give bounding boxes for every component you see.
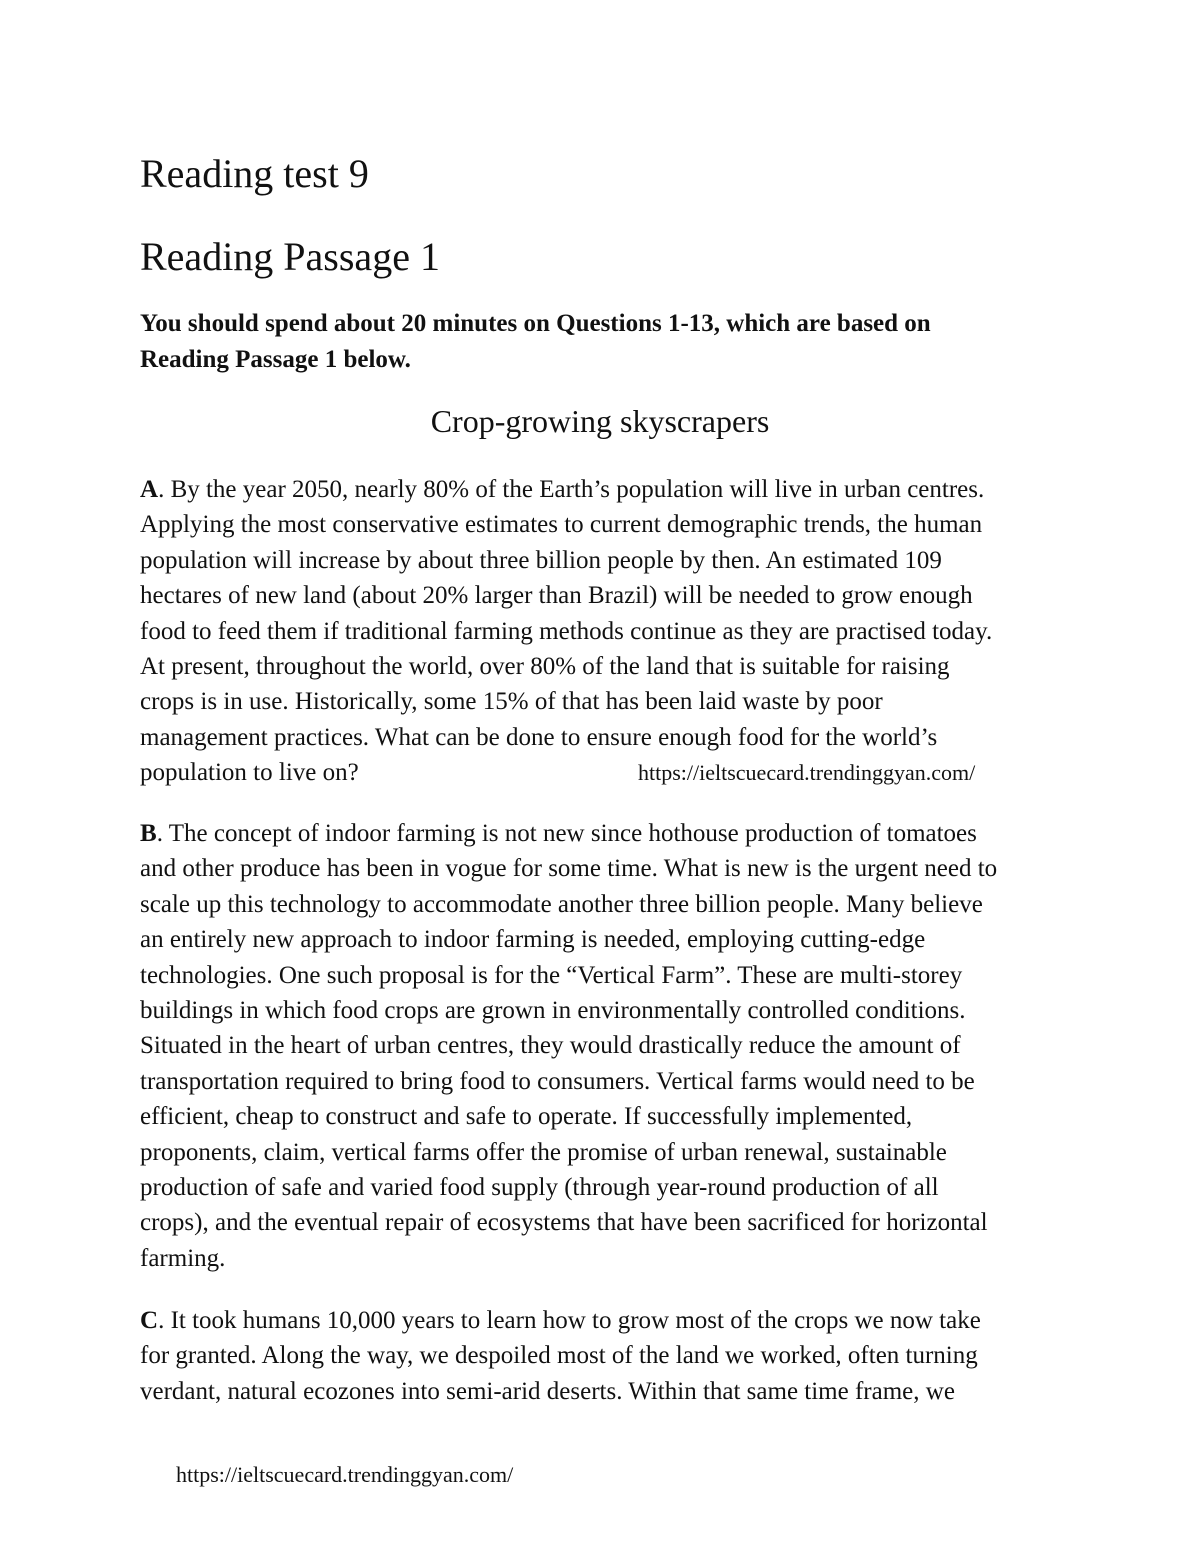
paragraph-line: Situated in the heart of urban centres, they would drastically reduce the amount of (140, 1032, 961, 1060)
paragraph-line: for granted. Along the way, we despoiled most of the land we worked, often turning (140, 1342, 978, 1370)
paragraph-line: buildings in which food crops are grown in environmentally controlled conditions. (140, 996, 966, 1024)
paragraph-letter: C (140, 1307, 159, 1334)
paragraph-line: efficient, cheap to construct and safe to operate. If successfully implemented, (140, 1103, 913, 1131)
paragraph-line: transportation required to bring food to consumers. Vertical farms would need to be (140, 1067, 975, 1095)
page-title: Reading test 9 (140, 151, 369, 196)
paragraph-c (140, 1303, 1080, 1409)
paragraph-line (140, 1303, 1080, 1338)
paragraph-line (140, 472, 1080, 507)
paragraph-line: crops), and the eventual repair of ecosystems that have been sacrificed for horizontal (140, 1209, 988, 1237)
footer-url: https://ieltscuecard.trendinggyan.com/ (176, 1462, 514, 1487)
paragraph-letter: B (140, 820, 157, 847)
paragraph-text: . The concept of indoor farming is not new since hothouse production of tomatoes (156, 820, 977, 847)
paragraph-line: population will increase by about three billion people by then. An estimated 109 (140, 546, 942, 574)
paragraph-b (140, 816, 1080, 1276)
passage-title: Crop-growing skyscrapers (430, 403, 770, 439)
paragraph-text: . By the year 2050, nearly 80% of the Earth’s population will live in urban centres. (158, 476, 985, 503)
paragraph-line: Applying the most conservative estimates to current demographic trends, the human (140, 511, 983, 539)
paragraph-line: scale up this technology to accommodate another three billion people. Many believe (140, 890, 983, 918)
paragraph-letter: A (140, 476, 159, 503)
paragraph-text: . It took humans 10,000 years to learn how to grow most of the crops we now take (158, 1307, 981, 1334)
paragraph-line: technologies. One such proposal is for the “Vertical Farm”. These are multi-storey (140, 961, 963, 989)
paragraph-line: verdant, natural ecozones into semi-arid deserts. Within that same time frame, we (140, 1377, 955, 1405)
paragraph-line: crops is in use. Historically, some 15% of that has been laid waste by poor (140, 688, 883, 716)
paragraph-line: farming. (140, 1244, 226, 1272)
paragraph-line: an entirely new approach to indoor farming is needed, employing cutting-edge (140, 926, 926, 954)
instructions (140, 306, 1020, 378)
paragraph-line: and other produce has been in vogue for some time. What is new is the urgent need to (140, 855, 998, 883)
page-subtitle: Reading Passage 1 (140, 234, 440, 279)
paragraph-line: food to feed them if traditional farming methods continue as they are practised today. (140, 617, 993, 645)
paragraph-line (140, 816, 1080, 851)
paragraph-line: At present, throughout the world, over 80% of the land that is suitable for raising (140, 652, 950, 680)
instruction-line: Reading Passage 1 below. (140, 346, 411, 373)
inline-url: https://ieltscuecard.trendinggyan.com/ (638, 760, 976, 785)
paragraph-line: hectares of new land (about 20% larger than Brazil) will be needed to grow enough (140, 582, 973, 610)
instruction-line: You should spend about 20 minutes on Questions 1-13, which are based on (140, 310, 931, 337)
paragraph-line: management practices. What can be done to ensure enough food for the world’s (140, 723, 938, 751)
paragraph-line: proponents, claim, vertical farms offer the promise of urban renewal, sustainable (140, 1138, 947, 1166)
paragraph-line: production of safe and varied food supply (through year-round production of all (140, 1173, 939, 1201)
paragraph-line: population to live on? (140, 759, 359, 787)
paragraph-a (140, 472, 1080, 791)
